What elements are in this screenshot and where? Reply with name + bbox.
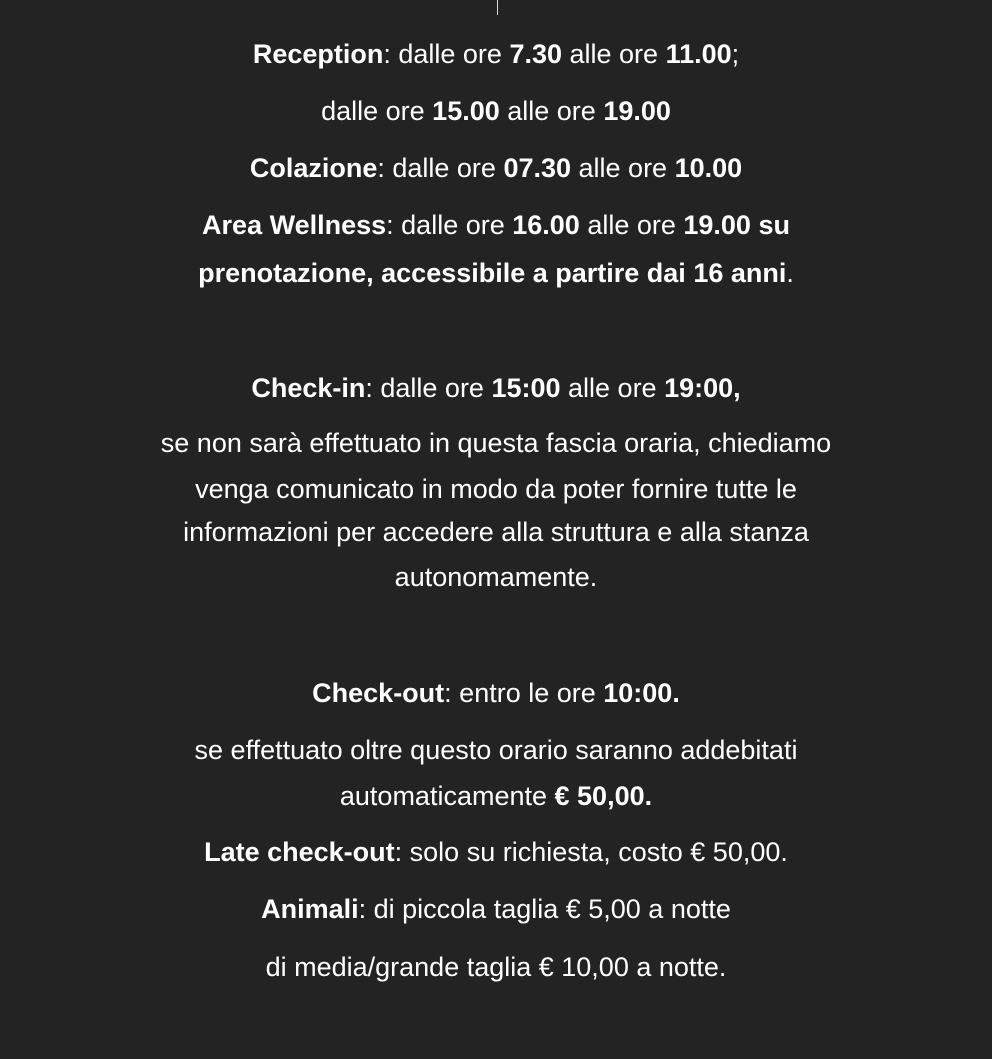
- colazione-line: [0, 151, 992, 185]
- colazione-close-time: 10.00: [674, 153, 743, 183]
- animali-text: : di piccola taglia € 5,00 a notte: [358, 894, 731, 924]
- top-divider: [497, 0, 498, 15]
- reception-open-time: 7.30: [509, 39, 562, 69]
- colazione-text: alle ore: [571, 153, 675, 183]
- checkin-note-line: autonomamente.: [394, 562, 598, 592]
- reception-afternoon-open-time: 15.00: [432, 96, 500, 126]
- late-checkout-label: Late check-out: [204, 837, 395, 867]
- reception-text: alle ore: [562, 39, 666, 69]
- wellness-open-time: 16.00: [512, 210, 580, 240]
- checkin-text: : dalle ore: [365, 373, 492, 403]
- checkin-close-time: 19:00,: [664, 373, 741, 403]
- animali-label: Animali: [261, 894, 359, 924]
- checkin-note-line: venga comunicato in modo da poter fornire tutte le: [195, 474, 797, 504]
- colazione-text: : dalle ore: [377, 153, 504, 183]
- checkin-note-line: se non sarà effettuato in questa fascia oraria, chiediamo: [160, 428, 832, 458]
- checkout-label: Check-out: [312, 678, 445, 708]
- reception-afternoon-text: dalle ore: [321, 96, 433, 126]
- colazione-open-time: 07.30: [503, 153, 572, 183]
- checkin-note-line: informazioni per accedere alla struttura e alla stanza: [183, 517, 809, 547]
- checkout-fee-line: [0, 779, 992, 813]
- colazione-label: Colazione: [249, 153, 378, 183]
- checkin-label: Check-in: [251, 373, 366, 403]
- late-checkout-text: : solo su richiesta, costo € 50,00.: [394, 837, 788, 867]
- reception-afternoon-close-time: 19.00: [603, 96, 671, 126]
- checkin-line: [0, 371, 992, 405]
- wellness-text: : dalle ore: [386, 210, 513, 240]
- reception-close-time: 11.00: [665, 39, 732, 69]
- reception-text: : dalle ore: [383, 39, 510, 69]
- wellness-note: prenotazione, accessibile a partire dai 16 anni: [198, 258, 787, 288]
- checkout-note-line: se effettuato oltre questo orario saranno addebitati: [194, 735, 798, 765]
- reception-line: [0, 37, 992, 71]
- checkout-fee-text: automaticamente: [339, 781, 555, 811]
- reception-afternoon-text: alle ore: [499, 96, 604, 126]
- wellness-line: [0, 208, 992, 242]
- wellness-note-end: .: [786, 258, 794, 288]
- checkout-text: : entro le ore: [444, 678, 604, 708]
- reception-text: ;: [731, 39, 740, 69]
- checkout-time: 10:00.: [603, 678, 680, 708]
- reception-afternoon-line: [0, 94, 992, 128]
- checkout-fee-amount: € 50,00.: [554, 781, 653, 811]
- checkout-line: [0, 676, 992, 710]
- animali-large-line: di media/grande taglia € 10,00 a notte.: [265, 952, 727, 982]
- late-checkout-line: [0, 835, 992, 869]
- checkin-text: alle ore: [560, 373, 665, 403]
- wellness-label: Area Wellness: [202, 210, 387, 240]
- checkin-open-time: 15:00: [491, 373, 561, 403]
- reception-label: Reception: [252, 39, 384, 69]
- wellness-note-line: [0, 256, 992, 290]
- wellness-text: alle ore: [579, 210, 684, 240]
- wellness-close-time: 19.00 su: [683, 210, 790, 240]
- animali-line: [0, 892, 992, 926]
